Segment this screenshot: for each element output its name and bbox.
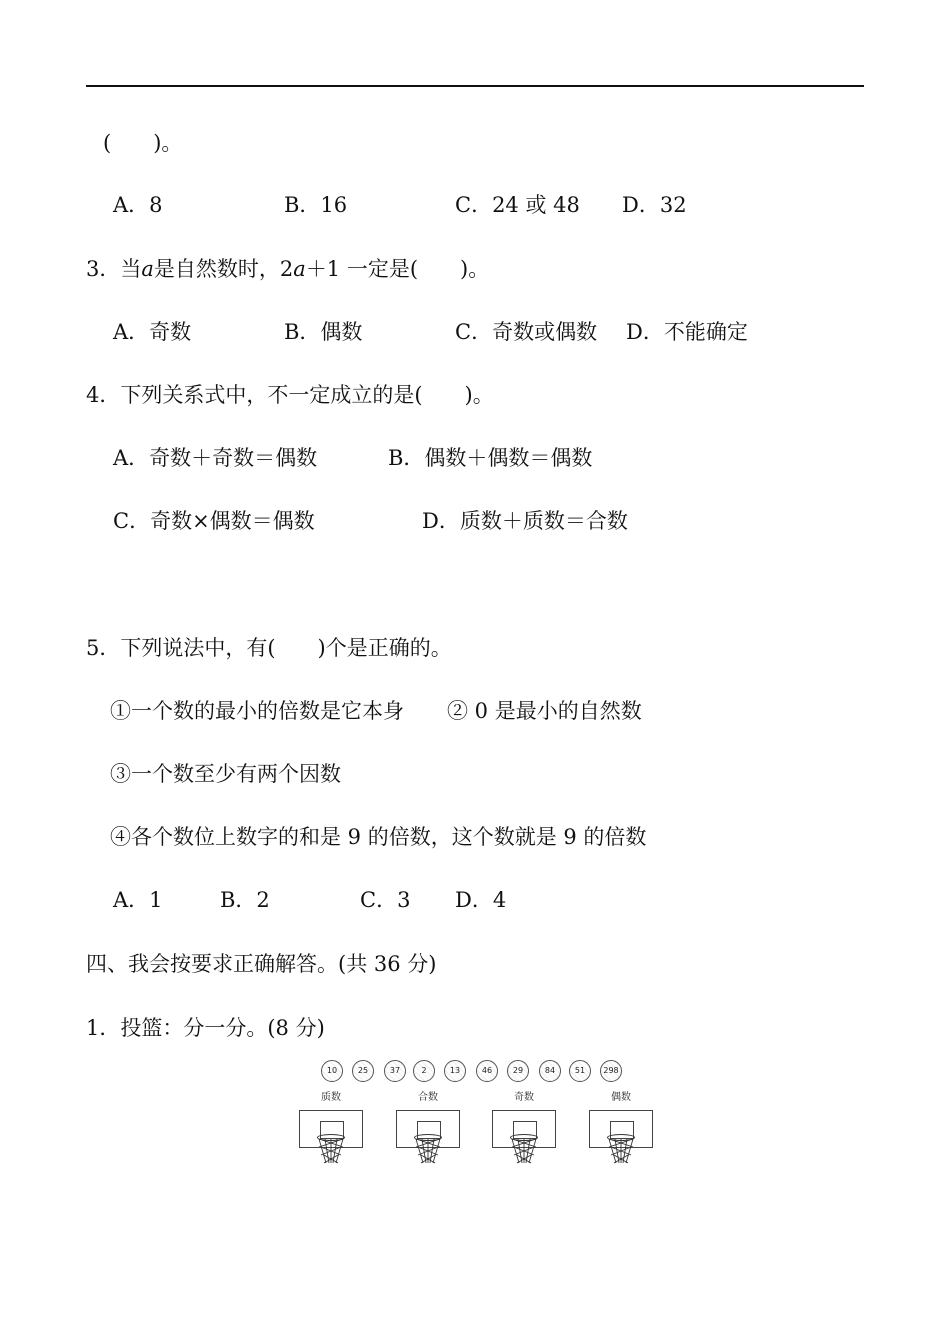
ball-37: 37	[384, 1060, 406, 1082]
q2-option-a: A．8	[113, 193, 163, 217]
hoop-label: 合数	[418, 1092, 438, 1103]
q4-option-b: B．偶数＋偶数＝偶数	[388, 446, 593, 470]
q2-option-c: C．24 或 48	[455, 193, 580, 217]
hoop-odd	[491, 1092, 557, 1172]
hoop-composite	[395, 1092, 461, 1172]
question-5: 5．下列说法中，有( )个是正确的。	[86, 636, 452, 660]
q2-tail: ( )。	[103, 131, 183, 155]
q2-option-b: B．16	[284, 193, 348, 217]
header-rule	[86, 85, 864, 87]
q5-option-b: B．2	[220, 888, 270, 912]
net-icon	[415, 1139, 441, 1165]
ball-51: 51	[569, 1060, 591, 1082]
q3-option-c: C．奇数或偶数	[455, 320, 598, 344]
section-4-question-1: 1．投篮：分一分。(8 分)	[86, 1016, 325, 1040]
q3-option-b: B．偶数	[284, 320, 363, 344]
hoop-label: 质数	[321, 1092, 341, 1103]
ball-29: 29	[507, 1060, 529, 1082]
net-icon	[608, 1139, 634, 1165]
q5-statement-3: ③一个数至少有两个因数	[110, 762, 341, 786]
ball-25: 25	[352, 1060, 374, 1082]
q3-option-a: A．奇数	[113, 320, 192, 344]
q5-statement-4: ④各个数位上数字的和是 9 的倍数，这个数就是 9 的倍数	[110, 825, 647, 849]
q4-option-c: C．奇数×偶数＝偶数	[113, 509, 315, 533]
hoop-prime	[298, 1092, 364, 1172]
ball-84: 84	[539, 1060, 561, 1082]
question-4: 4．下列关系式中，不一定成立的是( )。	[86, 383, 494, 407]
hoop-label: 奇数	[514, 1092, 534, 1103]
ball-10: 10	[321, 1060, 343, 1082]
ball-13: 13	[444, 1060, 466, 1082]
q3-option-d: D．不能确定	[626, 320, 748, 344]
q5-option-d: D．4	[455, 888, 507, 912]
question-3: 3．当a是自然数时，2a＋1 一定是( )。	[86, 257, 490, 281]
section-4-title: 四、我会按要求正确解答。(共 36 分)	[86, 952, 437, 976]
ball-298: 298	[600, 1060, 622, 1082]
basketball-figure	[296, 1060, 661, 1175]
q5-option-c: C．3	[360, 888, 411, 912]
q4-option-a: A．奇数＋奇数＝偶数	[113, 446, 318, 470]
q5-option-a: A．1	[113, 888, 163, 912]
q4-option-d: D．质数＋质数＝合数	[422, 509, 628, 533]
net-icon	[511, 1139, 537, 1165]
ball-2: 2	[413, 1060, 435, 1082]
net-icon	[318, 1139, 344, 1165]
hoop-even	[588, 1092, 654, 1172]
q5-statement-2: ② 0 是最小的自然数	[447, 699, 642, 723]
ball-46: 46	[476, 1060, 498, 1082]
hoop-label: 偶数	[611, 1092, 631, 1103]
q2-option-d: D．32	[622, 193, 687, 217]
q5-statement-1: ①一个数的最小的倍数是它本身	[110, 699, 404, 723]
